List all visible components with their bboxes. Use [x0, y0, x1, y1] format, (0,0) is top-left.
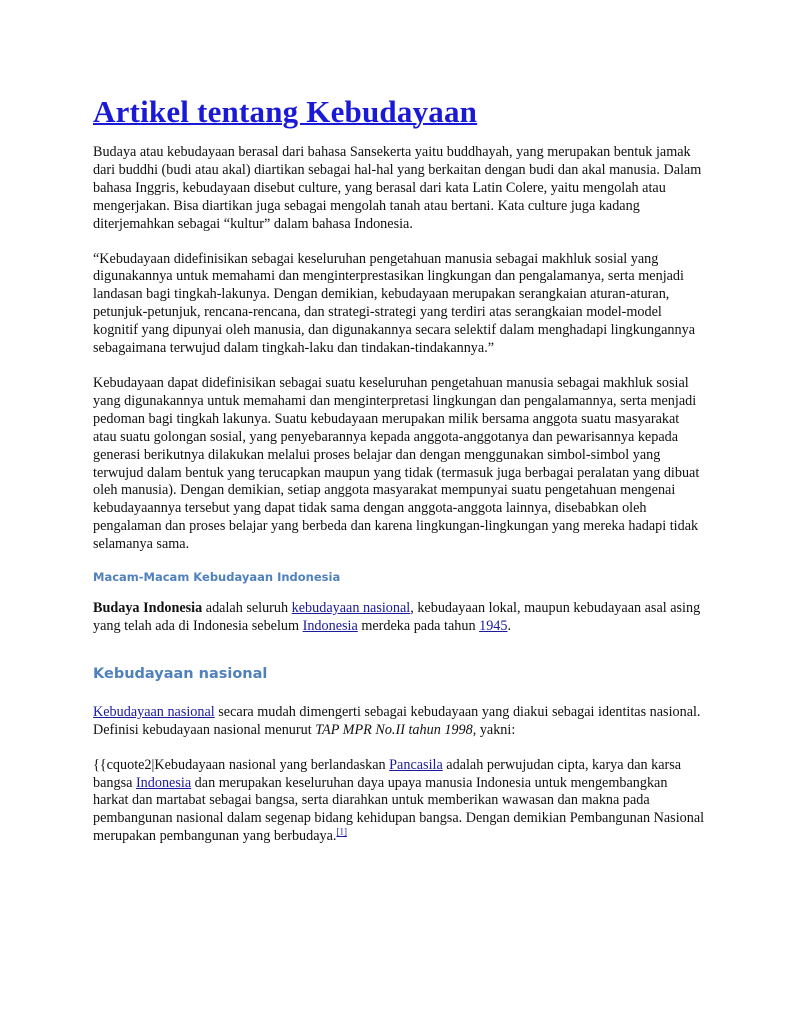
footnote-ref-link[interactable]: [1]	[336, 826, 347, 837]
document-page	[93, 94, 705, 846]
paragraph-budaya-indonesia	[93, 600, 705, 636]
link-kebudayaan-nasional[interactable]: kebudayaan nasional	[291, 600, 411, 617]
link-pancasila[interactable]: Pancasila	[389, 756, 443, 773]
text-span: merdeka pada tahun	[357, 617, 480, 634]
bold-term: Budaya Indonesia	[93, 600, 203, 617]
text-span: , yakni:	[472, 721, 516, 738]
page-title: Artikel tentang Kebudayaan	[93, 94, 478, 129]
section-heading-kebudayaan-nasional: Kebudayaan nasional	[93, 665, 268, 682]
link-indonesia-2[interactable]: Indonesia	[135, 774, 192, 791]
text-span: secara mudah dimengerti sebagai kebudayaan yang diakui sebagai identitas nasional. Definisi kebudayaan nasional menurut	[93, 703, 701, 738]
paragraph-definition: Budaya atau kebudayaan berasal dari bahasa Sansekerta yaitu buddhayah, yang merupakan bentuk jamak dari buddhi (budi atau akal) diartikan sebagai hal-hal yang berkaitan dengan budi dan akal manusia. Dalam bahasa Inggris, kebudayaan disebut culture, yang berasal dari kata Latin Colere, yaitu mengolah atau mengerjakan. Bisa diartikan juga sebagai mengolah tanah atau bertani. Kata culture juga kadang diterjemahkan sebagai “kultur” dalam bahasa Indonesia.	[93, 144, 702, 232]
text-span: dan merupakan keseluruhan daya upaya manusia Indonesia untuk mengembangkan harkat dan martabat sebagai bangsa, serta diarahkan untuk memberikan wawasan dan makna pada pembangunan nasional dalam segenap bidang kehidupan bangsa. Dengan demikian Pembangunan Nasional merupakan pembangunan yang berbudaya.	[93, 774, 705, 845]
link-1945[interactable]: 1945	[479, 617, 508, 634]
link-indonesia[interactable]: Indonesia	[302, 617, 358, 634]
text-span: .	[507, 617, 512, 634]
paragraph-quote-definition: “Kebudayaan didefinisikan sebagai keseluruhan pengetahuan manusia sebagai makhluk sosial yang digunakannya untuk memahami dan menginterprestasikan lingkungan dan pengalamanya, serta menjadi landasan bagi tingkah-lakunya. Dengan demikian, kebudayaan merupakan serangkaian aturan-aturan, petunjuk-petunjuk, rencana-rencana, dan strategi-strategi yang terdiri atas serangkaian model-model kognitif yang dipunyai oleh manusia, dan digunakannya secara selektif dalam menghadapi lingkungannya sebagaimana terwujud dalam tingkah-laku dan tindakan-tindakannya.”	[93, 250, 696, 357]
paragraph-knowledge: Kebudayaan dapat didefinisikan sebagai suatu keseluruhan pengetahuan manusia sebagai makhluk sosial yang digunakannya untuk memahami dan menginterpretasi lingkungan dan pengalamannya, serta menjadi pedoman bagi tingkah lakunya. Suatu kebudayaan merupakan milik bersama anggota suatu masyarakat atau suatu golongan sosial, yang penyebarannya kepada anggota-anggotanya dan pewarisannya kepada generasi berikutnya dilakukan melalui proses belajar dan dengan menggunakan simbol-simbol yang terwujud dalam bentuk yang terucapkan maupun yang tidak (termasuk juga berbagai peralatan yang dibuat oleh manusia). Dengan demikian, setiap anggota masyarakat mempunyai suatu pengetahuan mengenai kebudayaannya tersebut yang dapat tidak sama dengan anggota-anggota lainnya, disebabkan oleh pengalaman dan proses belajar yang berbeda dan karena lingkungan-lingkungan yang mereka hadapi tidak selamanya sama.	[93, 374, 700, 553]
link-kebudayaan-nasional-2[interactable]: Kebudayaan nasional	[93, 703, 215, 720]
subheading-macam: Macam-Macam Kebudayaan Indonesia	[93, 570, 341, 585]
text-span: {{cquote2|Kebudayaan nasional yang berlandaskan	[93, 756, 390, 773]
text-span: , kebudayaan lokal, maupun kebudayaan asal asing yang telah ada di Indonesia sebelum	[93, 600, 701, 634]
paragraph-kebudayaan-nasional	[93, 704, 705, 740]
text-span: adalah seluruh	[202, 600, 292, 617]
italic-reference: TAP MPR No.II tahun 1998	[315, 721, 473, 738]
text-span: adalah perwujudan cipta, karya dan karsa bangsa	[93, 756, 682, 791]
paragraph-cquote	[93, 757, 705, 847]
